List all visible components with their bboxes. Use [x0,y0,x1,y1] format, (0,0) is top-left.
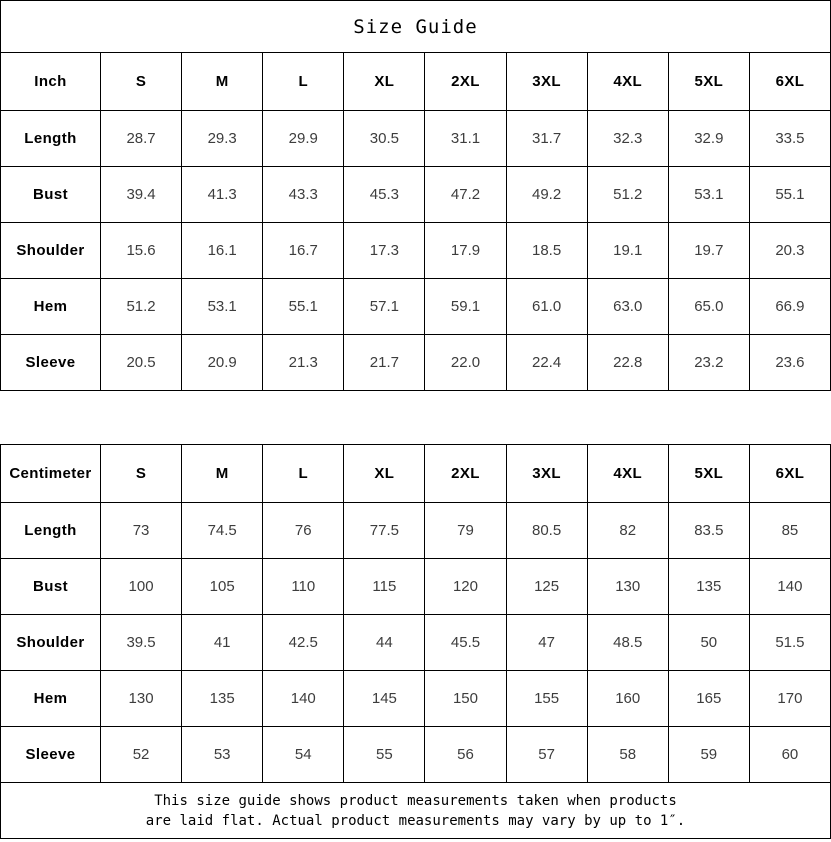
measurement-value-cell: 29.3 [182,111,263,167]
size-header-row [1,445,831,503]
size-header-cell: XL [344,445,425,503]
measurement-value-cell: 54 [263,727,344,783]
measurement-value-cell: 53.1 [182,279,263,335]
measurement-value-cell: 49.2 [506,167,587,223]
measurement-row [1,111,831,167]
measurement-value-cell: 30.5 [344,111,425,167]
measurement-row [1,671,831,727]
measurement-value-cell: 39.5 [101,615,182,671]
measurement-row [1,727,831,783]
size-header-cell: 3XL [506,53,587,111]
measurement-value-cell: 52 [101,727,182,783]
measurement-row [1,615,831,671]
measurement-row [1,167,831,223]
note-line-1: This size guide shows product measurements taken when products [154,792,677,809]
measurement-value-cell: 145 [344,671,425,727]
size-header-cell: 4XL [587,445,668,503]
measurement-value-cell: 61.0 [506,279,587,335]
measurement-value-cell: 31.7 [506,111,587,167]
measurement-value-cell: 85 [749,503,830,559]
measurement-value-cell: 53 [182,727,263,783]
measurement-value-cell: 115 [344,559,425,615]
measurement-value-cell: 59 [668,727,749,783]
measurement-value-cell: 165 [668,671,749,727]
measurement-value-cell: 56 [425,727,506,783]
measurement-label-cell: Sleeve [1,335,101,391]
size-header-cell: 6XL [749,53,830,111]
measurement-value-cell: 32.3 [587,111,668,167]
table-gap [0,391,831,445]
size-header-cell: S [101,53,182,111]
measurement-value-cell: 43.3 [263,167,344,223]
measurement-value-cell: 135 [182,671,263,727]
measurement-row [1,503,831,559]
measurement-value-cell: 45.3 [344,167,425,223]
measurement-value-cell: 23.6 [749,335,830,391]
measurement-value-cell: 22.8 [587,335,668,391]
measurement-value-cell: 16.7 [263,223,344,279]
measurement-value-cell: 48.5 [587,615,668,671]
measurement-value-cell: 45.5 [425,615,506,671]
measurement-value-cell: 73 [101,503,182,559]
measurement-value-cell: 59.1 [425,279,506,335]
measurement-value-cell: 41 [182,615,263,671]
size-header-cell: 6XL [749,445,830,503]
measurement-label-cell: Length [1,503,101,559]
measurement-value-cell: 77.5 [344,503,425,559]
size-header-cell: 3XL [506,445,587,503]
measurement-value-cell: 51.2 [587,167,668,223]
measurement-value-cell: 23.2 [668,335,749,391]
size-header-cell: M [182,53,263,111]
measurement-value-cell: 110 [263,559,344,615]
measurement-value-cell: 55.1 [263,279,344,335]
measurement-value-cell: 50 [668,615,749,671]
centimeter-size-table [0,444,831,783]
measurement-value-cell: 100 [101,559,182,615]
measurement-row [1,559,831,615]
measurement-value-cell: 33.5 [749,111,830,167]
measurement-value-cell: 150 [425,671,506,727]
measurement-value-cell: 80.5 [506,503,587,559]
note-line-2: are laid flat. Actual product measurements may vary by up to 1″. [145,812,686,829]
measurement-value-cell: 44 [344,615,425,671]
size-header-cell: L [263,445,344,503]
measurement-value-cell: 155 [506,671,587,727]
measurement-value-cell: 28.7 [101,111,182,167]
measurement-value-cell: 51.2 [101,279,182,335]
measurement-value-cell: 20.9 [182,335,263,391]
measurement-value-cell: 16.1 [182,223,263,279]
unit-label-cell: Centimeter [1,445,101,503]
measurement-value-cell: 20.3 [749,223,830,279]
measurement-value-cell: 22.4 [506,335,587,391]
measurement-value-cell: 135 [668,559,749,615]
measurement-label-cell: Hem [1,279,101,335]
measurement-value-cell: 41.3 [182,167,263,223]
measurement-label-cell: Shoulder [1,223,101,279]
measurement-value-cell: 160 [587,671,668,727]
unit-label-cell: Inch [1,53,101,111]
measurement-label-cell: Sleeve [1,727,101,783]
measurement-label-cell: Shoulder [1,615,101,671]
measurement-value-cell: 82 [587,503,668,559]
size-header-cell: 5XL [668,53,749,111]
size-header-cell: L [263,53,344,111]
measurement-value-cell: 74.5 [182,503,263,559]
measurement-value-cell: 83.5 [668,503,749,559]
measurement-label-cell: Hem [1,671,101,727]
measurement-value-cell: 17.3 [344,223,425,279]
measurement-value-cell: 58 [587,727,668,783]
size-guide-note [0,782,831,839]
measurement-value-cell: 18.5 [506,223,587,279]
measurement-value-cell: 140 [263,671,344,727]
measurement-value-cell: 65.0 [668,279,749,335]
measurement-value-cell: 19.7 [668,223,749,279]
measurement-value-cell: 32.9 [668,111,749,167]
measurement-value-cell: 130 [101,671,182,727]
measurement-value-cell: 42.5 [263,615,344,671]
measurement-value-cell: 15.6 [101,223,182,279]
measurement-value-cell: 47 [506,615,587,671]
size-header-cell: 4XL [587,53,668,111]
measurement-value-cell: 55.1 [749,167,830,223]
measurement-value-cell: 63.0 [587,279,668,335]
measurement-label-cell: Bust [1,167,101,223]
measurement-row [1,279,831,335]
measurement-value-cell: 66.9 [749,279,830,335]
measurement-value-cell: 105 [182,559,263,615]
measurement-label-cell: Length [1,111,101,167]
measurement-value-cell: 53.1 [668,167,749,223]
measurement-value-cell: 29.9 [263,111,344,167]
measurement-value-cell: 130 [587,559,668,615]
measurement-value-cell: 31.1 [425,111,506,167]
size-header-cell: XL [344,53,425,111]
measurement-value-cell: 170 [749,671,830,727]
measurement-value-cell: 51.5 [749,615,830,671]
measurement-value-cell: 22.0 [425,335,506,391]
size-header-cell: M [182,445,263,503]
measurement-value-cell: 47.2 [425,167,506,223]
size-header-cell: 2XL [425,53,506,111]
measurement-row [1,223,831,279]
page-title: Size Guide [0,0,831,53]
size-header-cell: S [101,445,182,503]
measurement-label-cell: Bust [1,559,101,615]
measurement-value-cell: 120 [425,559,506,615]
size-header-cell: 2XL [425,445,506,503]
measurement-value-cell: 55 [344,727,425,783]
measurement-value-cell: 20.5 [101,335,182,391]
measurement-value-cell: 57.1 [344,279,425,335]
inch-size-table [0,52,831,391]
measurement-value-cell: 140 [749,559,830,615]
size-header-row [1,53,831,111]
measurement-value-cell: 17.9 [425,223,506,279]
measurement-value-cell: 19.1 [587,223,668,279]
measurement-row [1,335,831,391]
measurement-value-cell: 79 [425,503,506,559]
size-header-cell: 5XL [668,445,749,503]
measurement-value-cell: 60 [749,727,830,783]
measurement-value-cell: 76 [263,503,344,559]
measurement-value-cell: 57 [506,727,587,783]
measurement-value-cell: 21.3 [263,335,344,391]
measurement-value-cell: 39.4 [101,167,182,223]
measurement-value-cell: 125 [506,559,587,615]
measurement-value-cell: 21.7 [344,335,425,391]
